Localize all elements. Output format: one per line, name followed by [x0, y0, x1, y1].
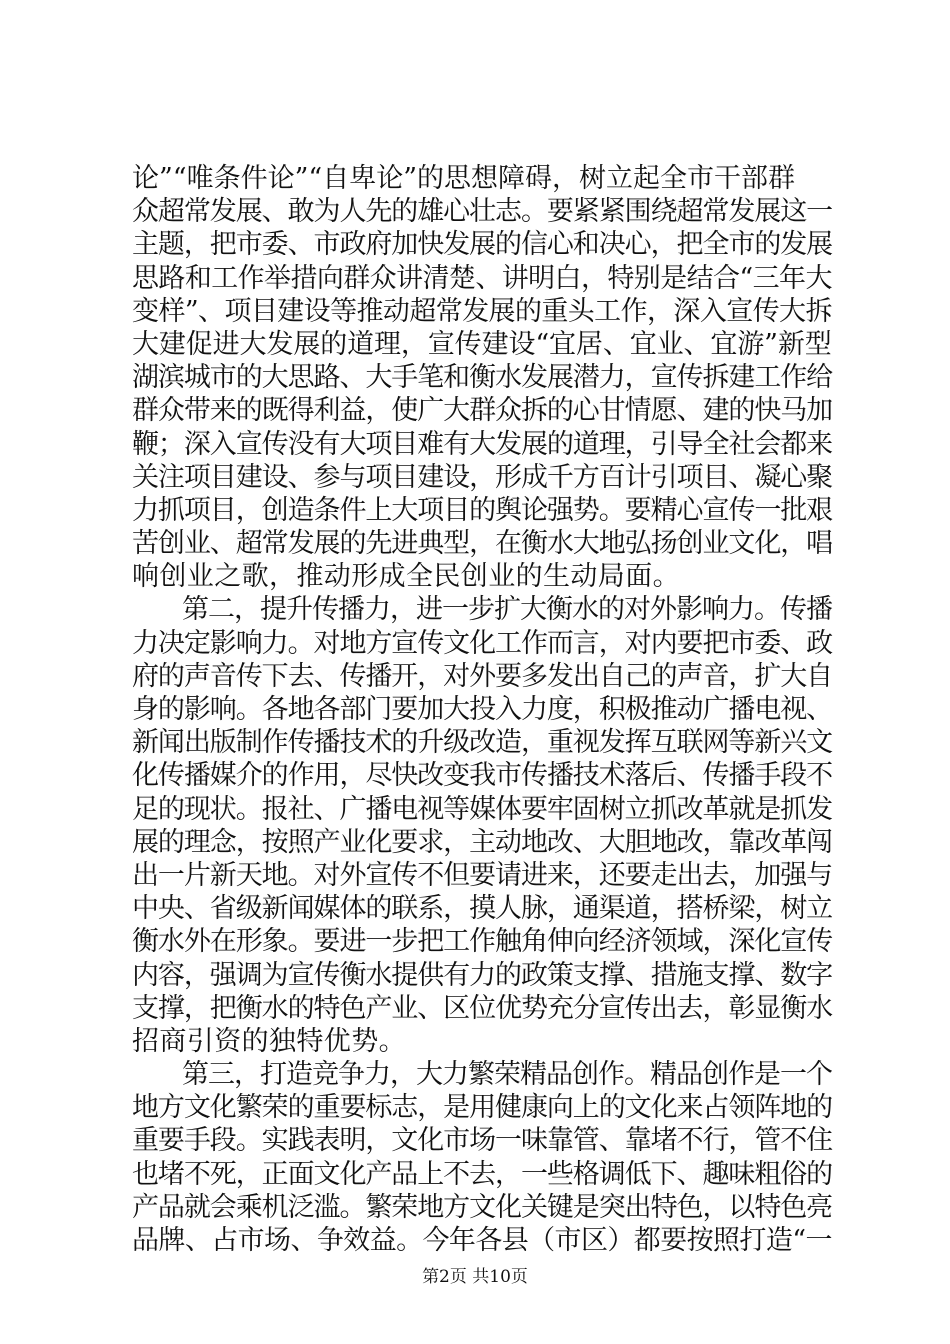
text-line: 也堵不死，正面文化产品上不去，一些格调低下、趣味粗俗的: [132, 1158, 833, 1190]
text-line: 府的声音传下去、传播开，对外要多发出自己的声音，扩大自: [132, 660, 833, 692]
text-line: 化传播媒介的作用，尽快改变我市传播技术落后、传播手段不: [132, 760, 833, 792]
text-line: 关注项目建设、参与项目建设，形成千方百计引项目、凝心聚: [132, 461, 833, 493]
text-line: 地方文化繁荣的重要标志，是用健康向上的文化来占领阵地的: [132, 1092, 833, 1124]
text-line: 新闻出版制作传播技术的升级改造，重视发挥互联网等新兴文: [132, 727, 833, 759]
text-line: 论”“唯条件论”“自卑论”的思想障碍，树立起全市干部群: [132, 163, 796, 194]
text-line: 响创业之歌，推动形成全民创业的生动局面。: [132, 561, 680, 593]
text-line: 第二，提升传播力，进一步扩大衡水的对外影响力。传播: [182, 594, 832, 626]
text-line: 衡水外在形象。要进一步把工作触角伸向经济领域，深化宣传: [132, 926, 833, 958]
text-line: 湖滨城市的大思路、大手笔和衡水发展潜力，宣传拆建工作给: [132, 362, 833, 394]
text-line: 力抓项目，创造条件上大项目的舆论强势。要精心宣传一批艰: [132, 494, 833, 526]
text-line: 身的影响。各地各部门要加大投入力度，积极推动广播电视、: [132, 694, 833, 725]
text-line: 群众带来的既得利益，使广大群众拆的心甘情愿、建的快马加: [132, 395, 833, 427]
text-line: 变样”、项目建设等推动超常发展的重头工作，深入宣传大拆: [132, 295, 832, 327]
text-line: 思路和工作举措向群众讲清楚、讲明白，特别是结合“三年大: [132, 262, 832, 294]
text-line: 内容，强调为宣传衡水提供有力的政策支撑、措施支撑、数字: [132, 959, 833, 991]
text-line: 足的现状。报社、广播电视等媒体要牢固树立抓改革就是抓发: [132, 793, 833, 825]
text-line: 主题，把市委、市政府加快发展的信心和决心，把全市的发展: [132, 229, 833, 261]
text-line: 众超常发展、敢为人先的雄心壮志。要紧紧围绕超常发展这一: [132, 196, 833, 228]
text-line: 出一片新天地。对外宣传不但要请进来，还要走出去，加强与: [132, 859, 833, 891]
document-body: [132, 162, 832, 1257]
text-line: 苦创业、超常发展的先进典型，在衡水大地弘扬创业文化，唱: [132, 528, 833, 560]
page-footer: [0, 1262, 950, 1287]
text-line: 鞭；深入宣传没有大项目难有大发展的道理，引导全社会都来: [132, 428, 833, 460]
text-line: 支撑，把衡水的特色产业、区位优势充分宣传出去，彰显衡水: [132, 992, 833, 1024]
text-line: 第三，打造竞争力，大力繁荣精品创作。精品创作是一个: [182, 1059, 832, 1091]
text-line: 展的理念，按照产业化要求，主动地改、大胆地改，靠改革闯: [132, 826, 833, 858]
text-line: 大建促进大发展的道理，宣传建设“宜居、宜业、宜游”新型: [132, 328, 832, 360]
text-line: 力决定影响力。对地方宣传文化工作而言，对内要把市委、政: [132, 627, 833, 659]
text-line: 产品就会乘机泛滥。繁荣地方文化关键是突出特色，以特色亮: [132, 1191, 833, 1223]
text-line: 中央、省级新闻媒体的联系，摸人脉，通渠道，搭桥梁，树立: [132, 893, 833, 925]
text-line: 重要手段。实践表明，文化市场一味靠管、靠堵不行，管不住: [132, 1125, 833, 1157]
text-line: 招商引资的独特优势。: [132, 1025, 406, 1057]
text-line: 品牌、占市场、争效益。今年各县（市区）都要按照打造“一: [132, 1225, 832, 1256]
page-number: 第2页 共10页: [422, 1267, 528, 1287]
